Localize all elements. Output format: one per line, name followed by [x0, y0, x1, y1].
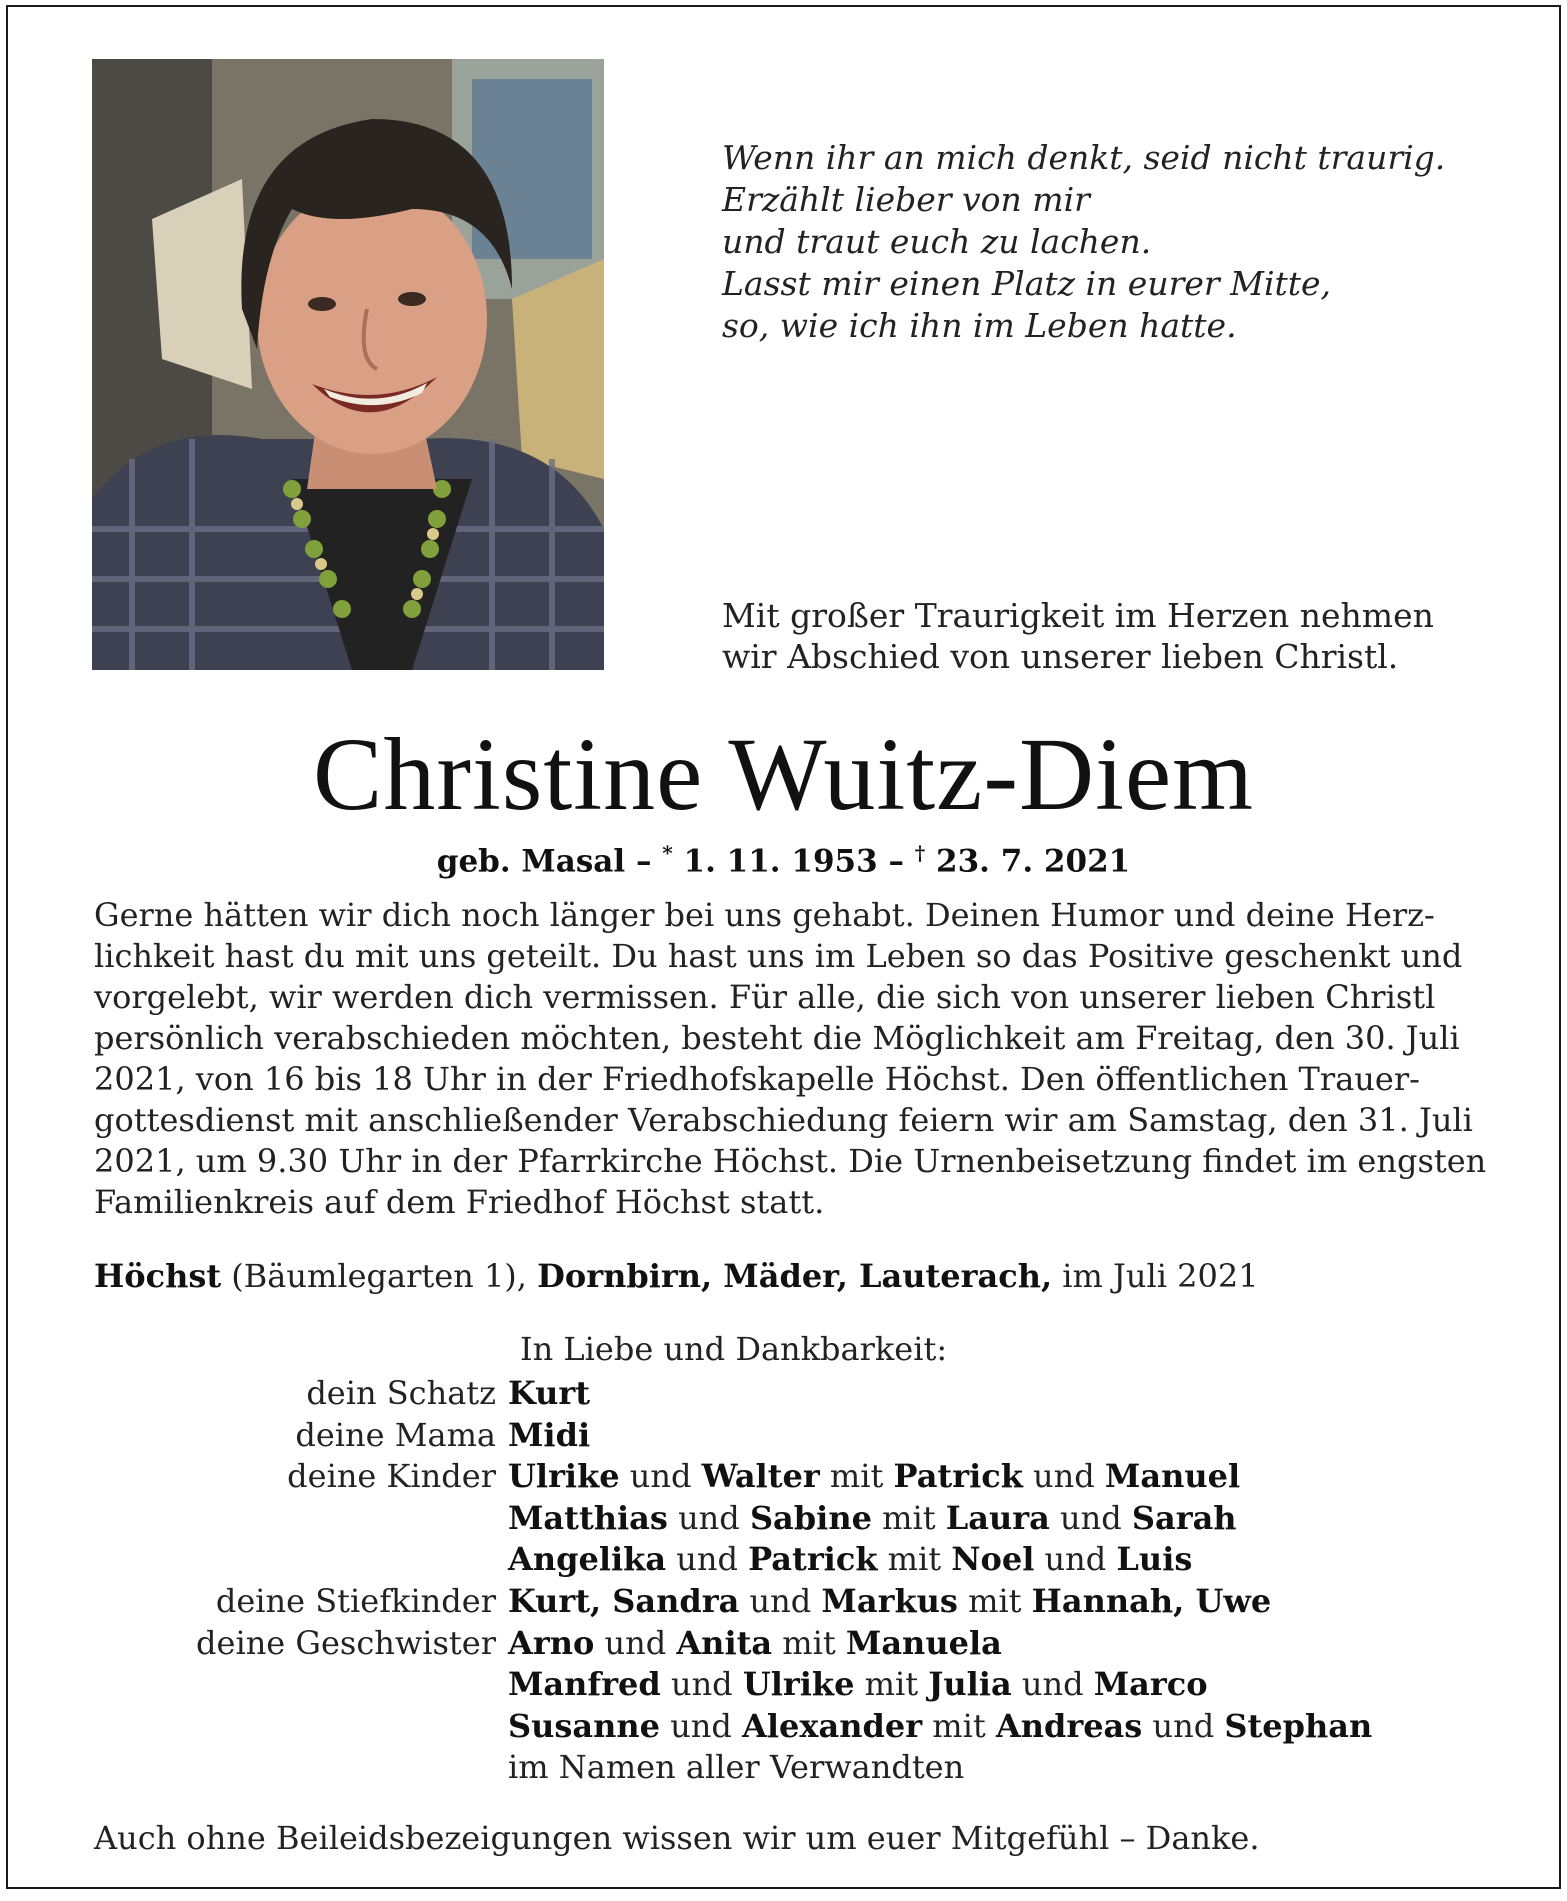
connector-text: und [594, 1623, 677, 1662]
portrait-photo [92, 59, 604, 670]
portrait-illustration [92, 59, 604, 670]
place-town: Höchst [94, 1257, 222, 1295]
connector-text: und [1011, 1665, 1094, 1704]
mourner-row [68, 1581, 1548, 1623]
relation-label [68, 1747, 508, 1789]
text-line: lichkeit hast du mit uns geteilt. Du hast uns im Leben so das Positive geschenkt und [94, 937, 1463, 975]
mourner-names [508, 1539, 1192, 1581]
mourners-list [68, 1373, 1548, 1789]
relation-label: deine Kinder [287, 1457, 496, 1496]
connector-text: mit [877, 1540, 952, 1579]
mourner-names [508, 1747, 964, 1789]
mourner-name: Sabine [749, 1498, 872, 1537]
text-line: 2021, von 16 bis 18 Uhr in der Friedhofskapelle Höchst. Den öffentlichen Trauer- [94, 1060, 1420, 1098]
mourner-name: Manuela [845, 1623, 1002, 1662]
text-line: Gerne hätten wir dich noch länger bei uns gehabt. Deinen Humor und deine Herz- [94, 896, 1435, 934]
place-address: (Bäumlegarten 1), [221, 1257, 538, 1295]
text-line: 2021, um 9.30 Uhr in der Pfarrkirche Höchst. Die Urnenbeisetzung findet im engsten [94, 1142, 1487, 1180]
mourner-name: Midi [508, 1415, 591, 1454]
connector-text: mit [819, 1457, 894, 1496]
deceased-name: Christine Wuitz-Diem [312, 717, 1255, 832]
thanks-line: In Liebe und Dankbarkeit: [520, 1330, 948, 1368]
poem-line: Lasst mir einen Platz in eurer Mitte, [722, 264, 1332, 303]
place-others: Dornbirn, Mäder, Lauterach, [537, 1257, 1053, 1295]
connector-text: und [660, 1706, 743, 1745]
connector-text: mit [854, 1665, 929, 1704]
birth-symbol: * [662, 841, 673, 865]
mourner-name: Ulrike [508, 1457, 620, 1496]
farewell-statement [722, 595, 1434, 677]
mourner-row [68, 1415, 1548, 1457]
mourner-row [68, 1664, 1548, 1706]
mourner-names [508, 1456, 1240, 1498]
connector-text: im Namen aller Verwandten [508, 1748, 965, 1787]
text-line: persönlich verabschieden möchten, besteht die Möglichkeit am Freitag, den 30. Juli [94, 1019, 1460, 1057]
mourner-row [68, 1456, 1548, 1498]
text-line: vorgelebt, wir werden dich vermissen. Für alle, die sich von unserer lieben Christl [94, 978, 1436, 1016]
mourner-name: Walter [701, 1457, 820, 1496]
mourner-name: Andreas [995, 1706, 1143, 1745]
mourner-name: Stephan [1224, 1706, 1373, 1745]
mourner-row [68, 1373, 1548, 1415]
connector-text: und [619, 1457, 702, 1496]
connector-text: und [1022, 1457, 1105, 1496]
mourner-names [508, 1706, 1372, 1748]
text-line: Familienkreis auf dem Friedhof Höchst statt. [94, 1183, 825, 1221]
mourner-row [68, 1623, 1548, 1665]
mourner-names [508, 1581, 1271, 1623]
farewell-line: wir Abschied von unserer lieben Christl. [722, 637, 1399, 676]
mourner-name: Patrick [748, 1540, 878, 1579]
place-date: im Juli 2021 [1052, 1257, 1259, 1295]
mourner-name: Sarah [1131, 1498, 1237, 1537]
mourner-name: Laura [945, 1498, 1050, 1537]
connector-text: und [666, 1540, 749, 1579]
poem-line: Wenn ihr an mich denkt, seid nicht traurig. [722, 138, 1446, 177]
poem-verse [722, 137, 1445, 347]
connector-text: und [667, 1498, 750, 1537]
obituary-notice [6, 5, 1561, 1889]
mourner-name: Anita [676, 1623, 773, 1662]
relation-label [68, 1706, 508, 1748]
connector-text: mit [957, 1581, 1032, 1620]
mourner-row [68, 1747, 1548, 1789]
connector-text: und [1049, 1498, 1132, 1537]
mourner-row [68, 1706, 1548, 1748]
closing-line: Auch ohne Beileidsbezeigungen wissen wir um euer Mitgefühl – Danke. [94, 1819, 1260, 1857]
relation-label [68, 1539, 508, 1581]
relation-label: deine Mama [295, 1415, 496, 1454]
mourner-name: Angelika [508, 1540, 667, 1579]
death-date: 23. 7. 2021 [936, 843, 1131, 880]
birth-name: geb. Masal [436, 843, 626, 880]
connector-text: mit [922, 1706, 996, 1745]
relation-label: deine Stiefkinder [215, 1581, 496, 1620]
mourner-name: Susanne [508, 1706, 661, 1745]
mourner-name: Alexander [742, 1706, 923, 1745]
mourner-name: Julia [928, 1665, 1012, 1704]
mourner-names [508, 1415, 590, 1457]
connector-text: mit [772, 1623, 846, 1662]
farewell-line: Mit großer Traurigkeit im Herzen nehmen [722, 596, 1434, 635]
mourner-name: Patrick [893, 1457, 1023, 1496]
connector-text: und [1034, 1540, 1117, 1579]
mourner-name: Hannah, Uwe [1031, 1581, 1272, 1620]
mourner-names [508, 1664, 1208, 1706]
text-line: gottesdienst mit anschließender Verabschiedung feiern wir am Samstag, den 31. Juli [94, 1101, 1473, 1139]
mourner-name: Manfred [508, 1665, 661, 1704]
death-symbol: † [914, 841, 926, 865]
relation-label [68, 1664, 508, 1706]
mourner-names [508, 1373, 590, 1415]
mourner-name: Arno [508, 1623, 595, 1662]
mourner-name: Kurt [508, 1374, 591, 1412]
mourner-name: Manuel [1104, 1457, 1241, 1496]
mourner-name: Marco [1093, 1665, 1208, 1704]
mourner-names [508, 1498, 1237, 1540]
mourner-row [68, 1498, 1548, 1540]
relation-label: deine Geschwister [196, 1623, 496, 1662]
mourner-name: Matthias [508, 1498, 668, 1537]
connector-text: und [1142, 1706, 1225, 1745]
relation-label: dein Schatz [306, 1374, 496, 1412]
mourner-name: Kurt, Sandra [508, 1581, 740, 1620]
mourner-name: Ulrike [742, 1665, 855, 1704]
connector-text: und [739, 1581, 822, 1620]
birth-date: 1. 11. 1953 [683, 843, 878, 880]
mourner-name: Noel [951, 1540, 1035, 1579]
mourner-name: Luis [1116, 1540, 1193, 1579]
mourner-name: Markus [821, 1581, 958, 1620]
connector-text: und [660, 1665, 743, 1704]
place-and-date [94, 1255, 1259, 1297]
poem-line: Erzählt lieber von mir [722, 180, 1090, 219]
relation-label [68, 1498, 508, 1540]
connector-text: mit [871, 1498, 946, 1537]
mourner-row [68, 1539, 1548, 1581]
poem-line: so, wie ich ihn im Leben hatte. [722, 306, 1237, 345]
mourner-names [508, 1623, 1002, 1665]
obituary-text [94, 895, 1487, 1223]
life-dates: geb. Masal – * 1. 11. 1953 – † 23. 7. 2021 [436, 841, 1131, 880]
poem-line: und traut euch zu lachen. [722, 222, 1152, 261]
